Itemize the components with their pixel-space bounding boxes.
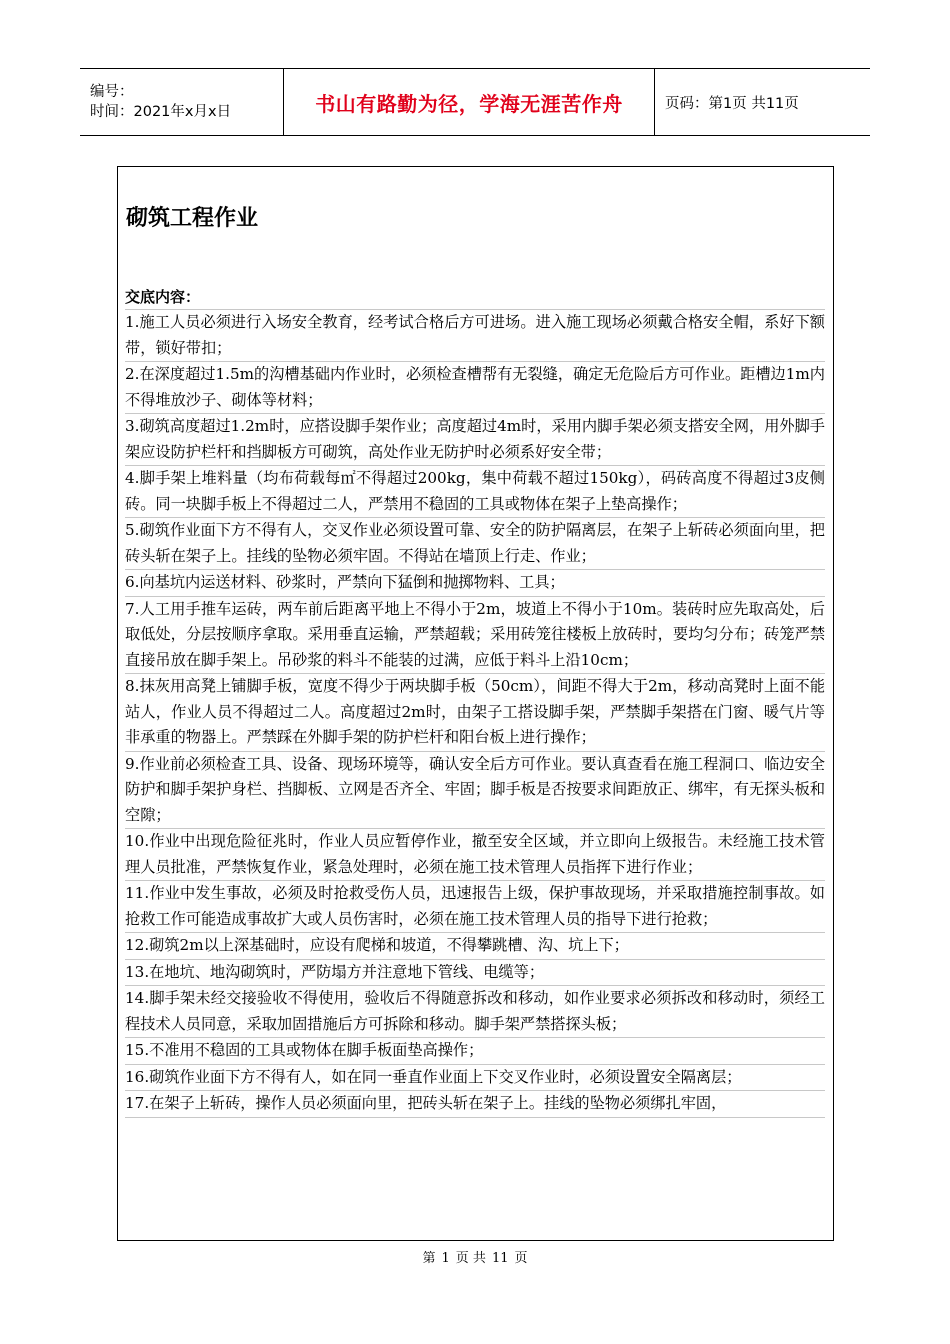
list-item: 3.砌筑高度超过1.2m时，应搭设脚手架作业；高度超过4m时，采用内脚手架必须支搭安全网，用外脚手架应设防护栏杆和挡脚板方可砌筑，高处作业无防护时必须系好安全带； (125, 414, 825, 466)
footer-page-number: 1 (441, 1251, 450, 1266)
list-item: 10.作业中出现危险征兆时，作业人员应暂停作业，撤至安全区域，并立即向上级报告。未经施工技术管理人员批准，严禁恢复作业，紧急处理时，必须在施工技术管理人员指挥下进行作业； (125, 829, 825, 881)
page-footer (0, 1247, 950, 1266)
list-item: 1.施工人员必须进行入场安全教育，经考试合格后方可进场。进入施工现场必须戴合格安全帽，系好下额带，锁好带扣； (125, 310, 825, 362)
time-label: 时间：2021年x月x日 (90, 104, 232, 120)
list-item: 6.向基坑内运送材料、砂浆时，严禁向下猛倒和抛掷物料、工具； (125, 570, 825, 597)
document-title: 砌筑工程作业 (126, 206, 259, 231)
motto-text: 书山有路勤为径，学海无涯苦作舟 (315, 91, 623, 116)
list-item: 8.抹灰用高凳上铺脚手板，宽度不得少于两块脚手板（50cm），间距不得大于2m，移动高凳时上面不能站人，作业人员不得超过二人。高度超过2m时，由架子工搭设脚手架，严禁脚手架搭在门窗、暖气片等非承重的物器上。严禁踩在外脚手架的防护栏杆和阳台板上进行操作； (125, 674, 825, 752)
list-item: 17.在架子上斩砖，操作人员必须面向里，把砖头斩在架子上。挂线的坠物必须绑扎牢固， (125, 1091, 825, 1118)
list-item: 14.脚手架未经交接验收不得使用，验收后不得随意拆改和移动，如作业要求必须拆改和移动时，须经工程技术人员同意，采取加固措施后方可拆除和移动。脚手架严禁搭探头板； (125, 986, 825, 1038)
section-label: 交底内容： (125, 288, 201, 306)
list-item: 5.砌筑作业面下方不得有人，交叉作业必须设置可靠、安全的防护隔离层，在架子上斩砖必须面向里，把砖头斩在架子上。挂线的坠物必须牢固。不得站在墙顶上行走、作业； (125, 518, 825, 570)
header-motto-cell (283, 69, 655, 135)
item-list (125, 310, 825, 1118)
document-content (125, 285, 825, 1118)
page-header (80, 68, 870, 136)
footer-prefix: 第 (422, 1251, 436, 1266)
list-item: 15.不准用不稳固的工具或物体在脚手板面垫高操作； (125, 1038, 825, 1065)
serial-label: 编号： (90, 84, 134, 100)
header-page-info (655, 69, 870, 135)
footer-total-pages: 11 (491, 1251, 509, 1266)
list-item: 7.人工用手推车运砖，两车前后距离平地上不得小于2m，坡道上不得小于10m。装砖时应先取高处，后取低处，分层按顺序拿取。采用垂直运输，严禁超载；采用砖笼往楼板上放砖时，要均匀分布；砖笼严禁直接吊放在脚手架上。吊砂浆的料斗不能装的过满，应低于料斗上沿10cm； (125, 597, 825, 675)
page-info-text: 页码：第1页 共11页 (665, 95, 799, 112)
footer-suffix: 页 (514, 1251, 528, 1266)
list-item: 2.在深度超过1.5m的沟槽基础内作业时，必须检查槽帮有无裂缝，确定无危险后方可作业。距槽边1m内不得堆放沙子、砌体等材料； (125, 362, 825, 414)
list-item: 11.作业中发生事故，必须及时抢救受伤人员，迅速报告上级，保护事故现场，并采取措施控制事故。如抢救工作可能造成事故扩大或人员伤害时，必须在施工技术管理人员的指导下进行抢救； (125, 881, 825, 933)
list-item: 4.脚手架上堆料量（均布荷载每㎡不得超过200kg，集中荷载不超过150kg），码砖高度不得超过3皮侧砖。同一块脚手板上不得超过二人，严禁用不稳固的工具或物体在架子上垫高操作； (125, 466, 825, 518)
list-item: 16.砌筑作业面下方不得有人，如在同一垂直作业面上下交叉作业时，必须设置安全隔离层； (125, 1065, 825, 1092)
footer-middle: 页 共 (455, 1251, 486, 1266)
header-meta (80, 69, 283, 135)
list-item: 13.在地坑、地沟砌筑时，严防塌方并注意地下管线、电缆等； (125, 960, 825, 987)
list-item: 9.作业前必须检查工具、设备、现场环境等，确认安全后方可作业。要认真查看在施工程洞口、临边安全防护和脚手架护身栏、挡脚板、立网是否齐全、牢固；脚手板是否按要求间距放正、绑牢，有无探头板和空隙； (125, 752, 825, 830)
document-frame (117, 166, 834, 1241)
list-item: 12.砌筑2m以上深基础时，应设有爬梯和坡道，不得攀跳槽、沟、坑上下； (125, 933, 825, 960)
